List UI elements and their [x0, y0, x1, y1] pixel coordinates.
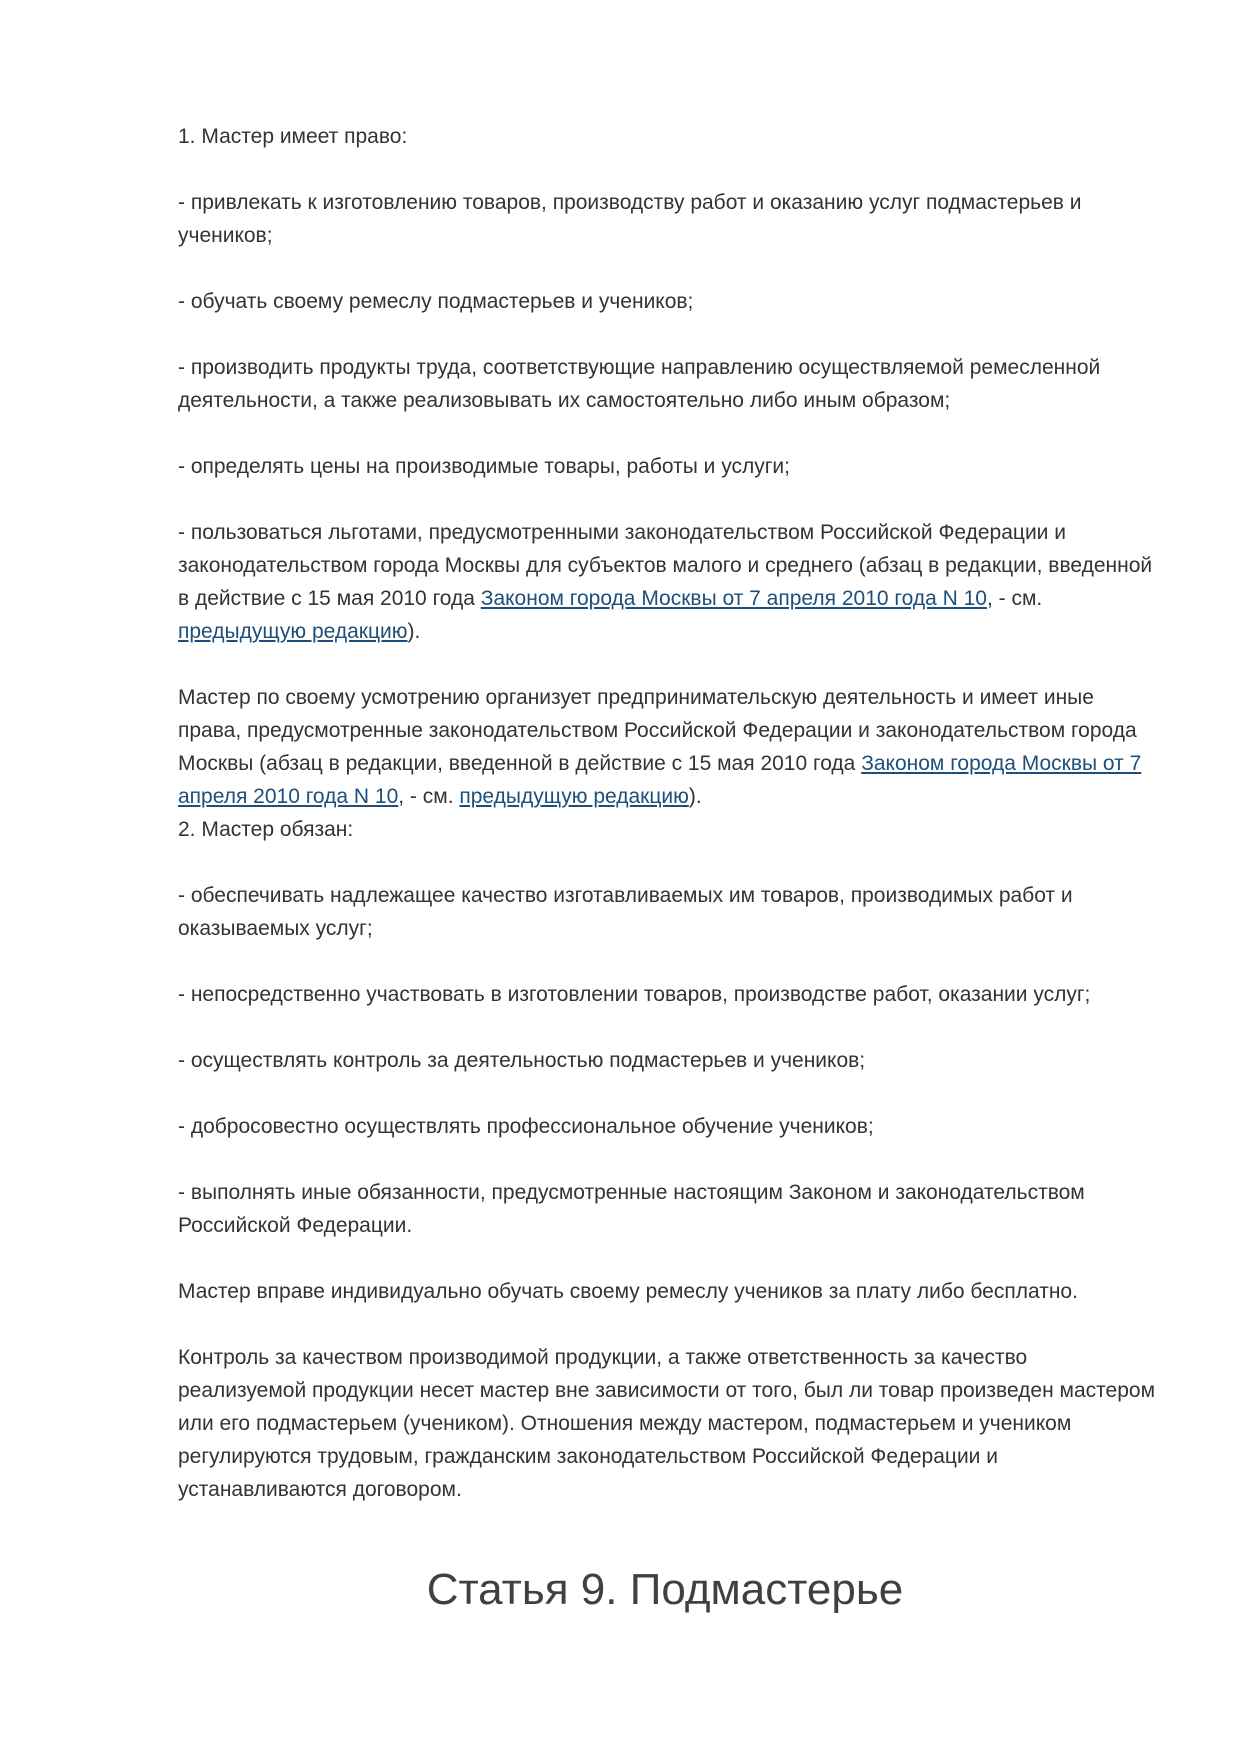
paragraph-master-discretion	[178, 681, 1160, 813]
discretion-text: Мастер по своему усмотрению организует предпринимательскую деятельность и имеет иные права, предусмотренные законодательством Российской Федерации и законодательством города Москвы (абзац в редакции, введенной в действие с 15 мая 2010 года	[178, 686, 1137, 775]
paragraph-duty-participate: - непосредственно участвовать в изготовлении товаров, производстве работ, оказании услуг;	[178, 983, 1091, 1006]
paragraph-teaching-fee: Мастер вправе индивидуально обучать своему ремеслу учеников за плату либо бесплатно.	[178, 1280, 1078, 1303]
closing-text: ).	[407, 620, 421, 643]
previous-edition-link[interactable]: предыдущую редакцию	[459, 785, 689, 808]
paragraph-quality-control: Контроль за качеством производимой продукции, а также ответственность за качество реализуемой продукции несет мастер вне зависимости от того, был ли товар произведен мастером или его подмастерьем (учеником). Отношения между мастером, подмастерьем и учеником регулируются трудовым, гражданским законодательством Российской Федерации и устанавливаются договором.	[178, 1346, 1156, 1501]
article-heading: Статья 9. Подмастерье	[426, 1565, 904, 1614]
paragraph-right-attract: - привлекать к изготовлению товаров, производству работ и оказанию услуг подмастерьев и учеников;	[178, 191, 1082, 247]
paragraph-master-rights-title: 1. Мастер имеет право:	[178, 125, 408, 148]
closing-text: ).	[688, 785, 702, 808]
paragraph-right-produce: - производить продукты труда, соответствующие направлению осуществляемой ремесленной деятельности, а также реализовывать их самостоятельно либо иным образом;	[178, 356, 1101, 412]
law-link[interactable]: Законом города Москвы от 7 апреля 2010 года N 10	[480, 587, 987, 610]
paragraph-master-duties-title: 2. Мастер обязан:	[178, 818, 354, 841]
benefits-text: - пользоваться льготами, предусмотренными законодательством Российской Федерации и законодательством города Москвы для субъектов малого и среднего (абзац в редакции, введенной в действие с 15 мая 2010 года	[178, 521, 1153, 610]
paragraph-duty-quality: - обеспечивать надлежащее качество изготавливаемых им товаров, производимых работ и оказываемых услуг;	[178, 884, 1073, 940]
paragraph-duty-other: - выполнять иные обязанности, предусмотренные настоящим Законом и законодательством Российской Федерации.	[178, 1181, 1085, 1237]
paragraph-duty-control: - осуществлять контроль за деятельностью подмастерьев и учеников;	[178, 1049, 866, 1072]
paragraph-duty-training: - добросовестно осуществлять профессиональное обучение учеников;	[178, 1115, 874, 1138]
paragraph-right-benefits	[178, 516, 1160, 648]
document-body	[178, 120, 1160, 1539]
paragraph-right-teach: - обучать своему ремеслу подмастерьев и учеников;	[178, 290, 694, 313]
see-text: , - см.	[986, 587, 1043, 610]
paragraph-right-prices: - определять цены на производимые товары, работы и услуги;	[178, 455, 790, 478]
see-text: , - см.	[398, 785, 460, 808]
law-link[interactable]: Законом города Москвы от 7 апреля 2010 года N 10	[178, 752, 1142, 808]
previous-edition-link[interactable]: предыдущую редакцию	[178, 620, 408, 643]
